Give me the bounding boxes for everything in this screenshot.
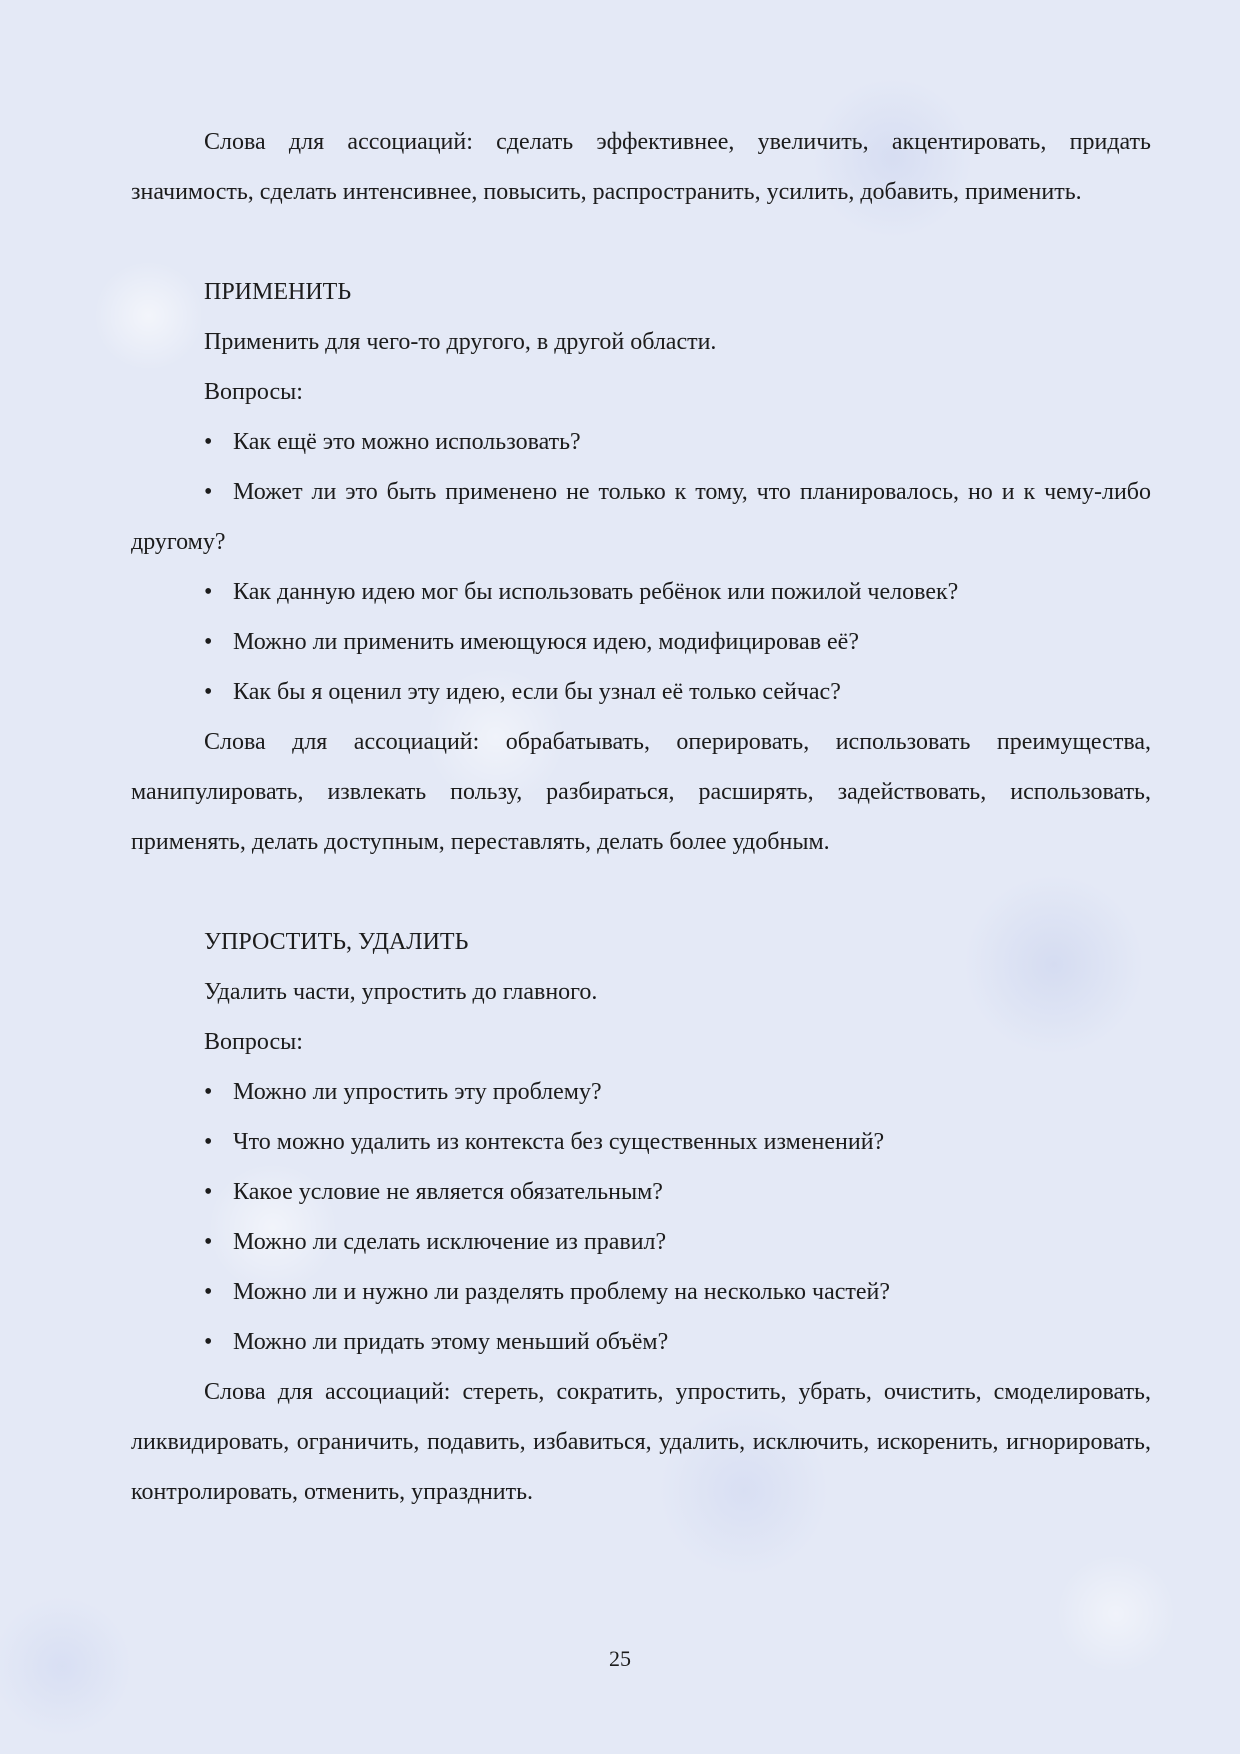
section-heading: УПРОСТИТЬ, УДАЛИТЬ bbox=[204, 929, 469, 955]
question-item bbox=[131, 617, 1151, 667]
question-text: Можно ли упростить эту проблему? bbox=[233, 1079, 602, 1105]
questions-label: Вопросы: bbox=[204, 1029, 303, 1055]
section-associations: Слова для ассоциаций: обрабатывать, оперировать, использовать преимущества, манипулировать, извлекать пользу, разбираться, расширять, задействовать, использовать, применять, делать доступным, переставлять, делать более удобным. bbox=[131, 729, 1151, 855]
question-item bbox=[131, 1217, 1151, 1267]
question-text: Можно ли применить имеющуюся идею, модифицировав её? bbox=[233, 629, 859, 655]
question-item bbox=[131, 1317, 1151, 1367]
bullet-icon: • bbox=[204, 629, 213, 655]
document-page bbox=[131, 117, 1151, 1517]
question-text: Можно ли и нужно ли разделять проблему на несколько частей? bbox=[233, 1279, 891, 1305]
section-description: Удалить части, упростить до главного. bbox=[204, 979, 598, 1005]
bullet-icon: • bbox=[204, 1079, 213, 1105]
question-text: Можно ли сделать исключение из правил? bbox=[233, 1229, 667, 1255]
bullet-icon: • bbox=[204, 1279, 213, 1305]
section-apply bbox=[131, 267, 1151, 867]
question-item bbox=[131, 1067, 1151, 1117]
question-text: Что можно удалить из контекста без существенных изменений? bbox=[233, 1129, 885, 1155]
bullet-icon: • bbox=[204, 479, 213, 505]
question-item bbox=[131, 1267, 1151, 1317]
section-description: Применить для чего-то другого, в другой области. bbox=[204, 329, 717, 355]
bullet-icon: • bbox=[204, 1179, 213, 1205]
question-text: Как ещё это можно использовать? bbox=[233, 429, 581, 455]
question-item bbox=[131, 667, 1151, 717]
bullet-icon: • bbox=[204, 429, 213, 455]
question-text: Как данную идею мог бы использовать ребёнок или пожилой человек? bbox=[233, 579, 959, 605]
section-associations: Слова для ассоциаций: стереть, сократить, упростить, убрать, очистить, смоделировать, ликвидировать, ограничить, подавить, избавиться, удалить, исключить, искоренить, игнорировать, контролировать, отменить, упразднить. bbox=[131, 1379, 1151, 1505]
section-simplify-remove bbox=[131, 917, 1151, 1517]
question-item bbox=[131, 467, 1151, 567]
bullet-icon: • bbox=[204, 1129, 213, 1155]
question-item bbox=[131, 1117, 1151, 1167]
bullet-icon: • bbox=[204, 679, 213, 705]
question-text: Можно ли придать этому меньший объём? bbox=[233, 1329, 669, 1355]
question-item bbox=[131, 417, 1151, 467]
questions-label: Вопросы: bbox=[204, 379, 303, 405]
question-text: Какое условие не является обязательным? bbox=[233, 1179, 663, 1205]
page-number: 25 bbox=[609, 1646, 631, 1671]
question-text: Как бы я оценил эту идею, если бы узнал её только сейчас? bbox=[233, 679, 841, 705]
section-heading: ПРИМЕНИТЬ bbox=[204, 279, 352, 305]
bullet-icon: • bbox=[204, 579, 213, 605]
bullet-icon: • bbox=[204, 1329, 213, 1355]
question-text: Может ли это быть применено не только к тому, что планировалось, но и к чему-либо другому? bbox=[131, 479, 1151, 555]
bullet-icon: • bbox=[204, 1229, 213, 1255]
question-item bbox=[131, 1167, 1151, 1217]
intro-associations-paragraph: Слова для ассоциаций: сделать эффективнее, увеличить, акцентировать, придать значимость, сделать интенсивнее, повысить, распространить, усилить, добавить, применить. bbox=[131, 129, 1151, 205]
question-item bbox=[131, 567, 1151, 617]
